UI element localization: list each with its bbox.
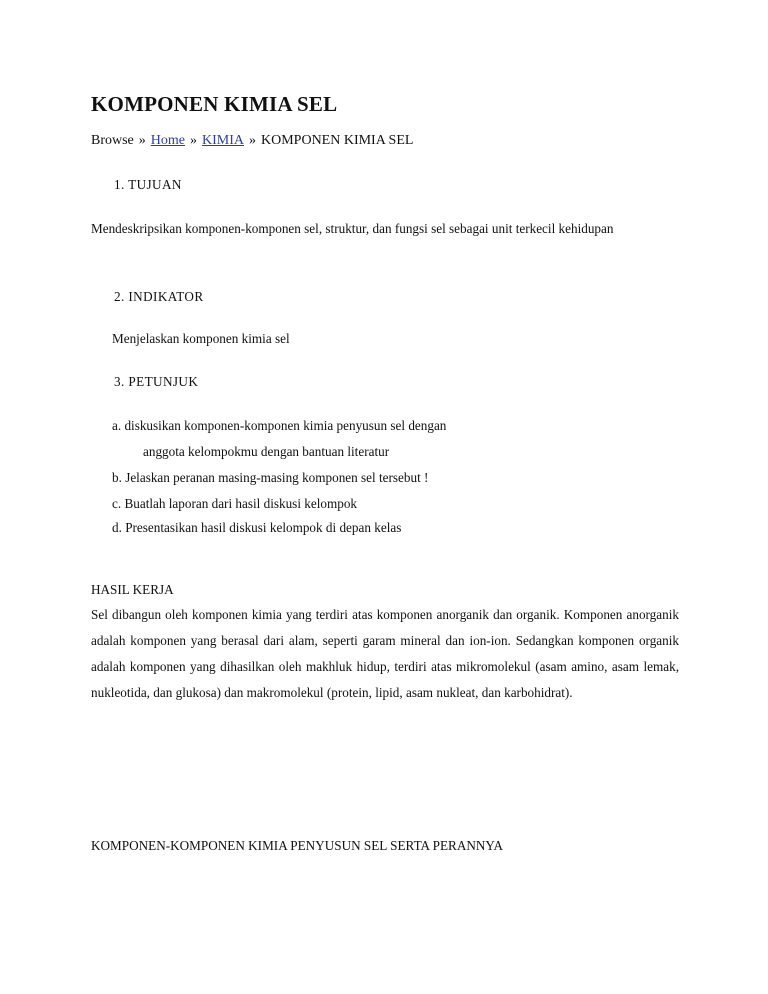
section-heading-hasil-kerja: HASIL KERJA <box>91 582 174 597</box>
list-item: d. Presentasikan hasil diskusi kelompok di depan kelas <box>112 520 402 535</box>
breadcrumb-prefix: Browse <box>91 133 134 148</box>
section-body-tujuan: Mendeskripsikan komponen-komponen sel, struktur, dan fungsi sel sebagai unit terkecil kehidupan <box>91 221 614 236</box>
section-body-hasil-kerja: Sel dibangun oleh komponen kimia yang terdiri atas komponen anorganik dan organik. Komponen anorganik adalah komponen yang berasal dari alam, seperti garam mineral dan ion-ion. Sedangkan komponen organik adalah komponen yang dihasilkan oleh makhluk hidup, terdiri atas mikromolekul (asam amino, asam lemak, nukleotida, dan glukosa) dan makromolekul (protein, lipid, asam nukleat, dan karbohidrat). <box>91 607 679 700</box>
breadcrumb-home-link[interactable]: Home <box>150 133 185 148</box>
breadcrumb-current: KOMPONEN KIMIA SEL <box>261 133 414 148</box>
list-item: b. Jelaskan peranan masing-masing komponen sel tersebut ! <box>112 470 429 485</box>
breadcrumb-kimia-link[interactable]: KIMIA <box>202 133 244 148</box>
breadcrumb-separator: » <box>249 133 256 148</box>
page-title: KOMPONEN KIMIA SEL <box>91 92 338 116</box>
section-heading-indikator: 2. INDIKATOR <box>114 289 204 304</box>
section-heading-petunjuk: 3. PETUNJUK <box>114 374 199 389</box>
breadcrumb-separator: » <box>190 133 197 148</box>
section-heading-komponen: KOMPONEN-KOMPONEN KIMIA PENYUSUN SEL SERTA PERANNYA <box>91 838 503 853</box>
section-heading-tujuan: 1. TUJUAN <box>114 177 182 192</box>
list-item: c. Buatlah laporan dari hasil diskusi kelompok <box>112 496 358 511</box>
section-body-indikator: Menjelaskan komponen kimia sel <box>112 331 290 346</box>
list-item: a. diskusikan komponen-komponen kimia penyusun sel dengan <box>112 418 447 433</box>
breadcrumb-separator: » <box>138 133 146 148</box>
breadcrumb <box>91 133 413 149</box>
list-item: anggota kelompokmu dengan bantuan literatur <box>143 444 390 459</box>
